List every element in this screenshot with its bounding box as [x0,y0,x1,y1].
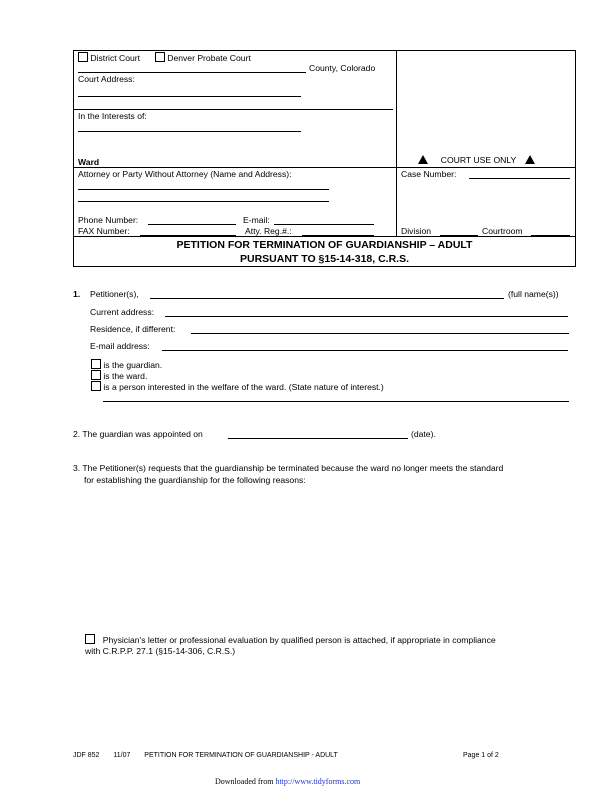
court-use-only [418,155,535,165]
phone-field[interactable] [148,224,236,225]
denver-probate-court-label: Denver Probate Court [167,53,251,63]
form-title-line2: PURSUANT TO §15-14-318, C.R.S. [239,253,410,265]
court-address-field[interactable] [78,96,301,97]
reasons-area[interactable] [84,490,574,620]
section-2-text: 2. The guardian was appointed on [73,429,203,439]
option-interested-person [91,381,384,392]
email-field[interactable] [274,224,374,225]
option-ward [91,370,147,381]
triangle-up-icon [418,155,428,164]
case-number-label: Case Number: [401,169,457,179]
ward-checkbox[interactable] [91,370,101,380]
guardian-option-label: is the guardian. [103,360,163,370]
download-notice [215,777,360,786]
attorney-label: Attorney or Party Without Attorney (Name and Address): [78,169,292,179]
footer-page: Page 1 of 2 [463,752,499,759]
residence-field[interactable] [191,333,569,334]
court-address-label: Court Address: [78,74,135,84]
guardian-checkbox[interactable] [91,359,101,369]
section-1-number: 1. [73,289,81,299]
attorney-field-2[interactable] [78,201,329,202]
caption-divider-title [73,236,576,237]
district-court-checkbox[interactable] [78,52,88,62]
interested-person-option-label: is a person interested in the welfare of the ward. (State nature of interest.) [103,382,384,392]
section-3-line2: for establishing the guardianship for the following reasons: [84,475,306,485]
attachment-line2: with C.R.P.P. 27.1 (§15-14-306, C.R.S.) [85,646,236,656]
district-court-label: District Court [90,53,141,63]
email-address-label: E-mail address: [90,341,150,351]
current-address-field[interactable] [165,316,568,317]
denver-probate-court-checkbox[interactable] [155,52,165,62]
petitioner-label: Petitioner(s), [90,289,139,299]
county-suffix: County, Colorado [309,63,376,73]
ward-option-label: is the ward. [103,371,148,381]
interest-nature-field[interactable] [103,401,569,402]
fax-label: FAX Number: [78,226,130,236]
atty-reg-field[interactable] [302,235,374,236]
footer-revision: 11/07 [113,752,131,759]
triangle-up-icon [525,155,535,164]
section-3-line1: 3. The Petitioner(s) requests that the guardianship be terminated because the ward no longer meets the standard [73,463,504,473]
division-field[interactable] [440,235,478,236]
option-guardian [91,359,162,370]
fax-field[interactable] [140,235,236,236]
court-options [78,52,251,63]
full-names-suffix: (full name(s)) [508,289,559,299]
footer-form-id: JDF 852 [73,752,100,759]
attachment-line1-container [85,634,496,645]
interests-label: In the Interests of: [78,111,147,121]
courtroom-label: Courtroom [482,226,523,236]
email-label: E-mail: [243,215,270,225]
email-address-field[interactable] [162,350,568,351]
residence-label: Residence, if different: [90,324,176,334]
download-link[interactable]: http://www.tidyforms.com [275,777,361,786]
caption-divider-interests [73,109,393,110]
phone-label: Phone Number: [78,215,139,225]
section-2-suffix: (date). [411,429,436,439]
appointment-date-field[interactable] [228,438,408,439]
courtroom-field[interactable] [531,235,570,236]
court-use-only-label: COURT USE ONLY [440,155,517,165]
interested-person-checkbox[interactable] [91,381,101,391]
physician-letter-checkbox[interactable] [85,634,95,644]
case-number-field[interactable] [469,178,570,179]
ward-name-field[interactable] [78,131,301,132]
division-label: Division [401,226,432,236]
atty-reg-label: Atty. Reg.#.: [245,226,292,236]
footer-form-info [73,752,338,759]
download-prefix: Downloaded from [215,777,274,786]
form-title-line1: PETITION FOR TERMINATION OF GUARDIANSHIP – ADULT [176,239,473,251]
county-field[interactable] [78,72,306,73]
ward-label: Ward [78,157,100,167]
footer-form-title: PETITION FOR TERMINATION OF GUARDIANSHIP - ADULT [144,752,338,759]
caption-vertical-divider [396,50,397,237]
petitioner-name-field[interactable] [150,298,504,299]
caption-divider-attorney [73,167,576,168]
current-address-label: Current address: [90,307,155,317]
attachment-line1: Physician's letter or professional evaluation by qualified person is attached, if appropriate in compliance [102,635,496,645]
attorney-field-1[interactable] [78,189,329,190]
